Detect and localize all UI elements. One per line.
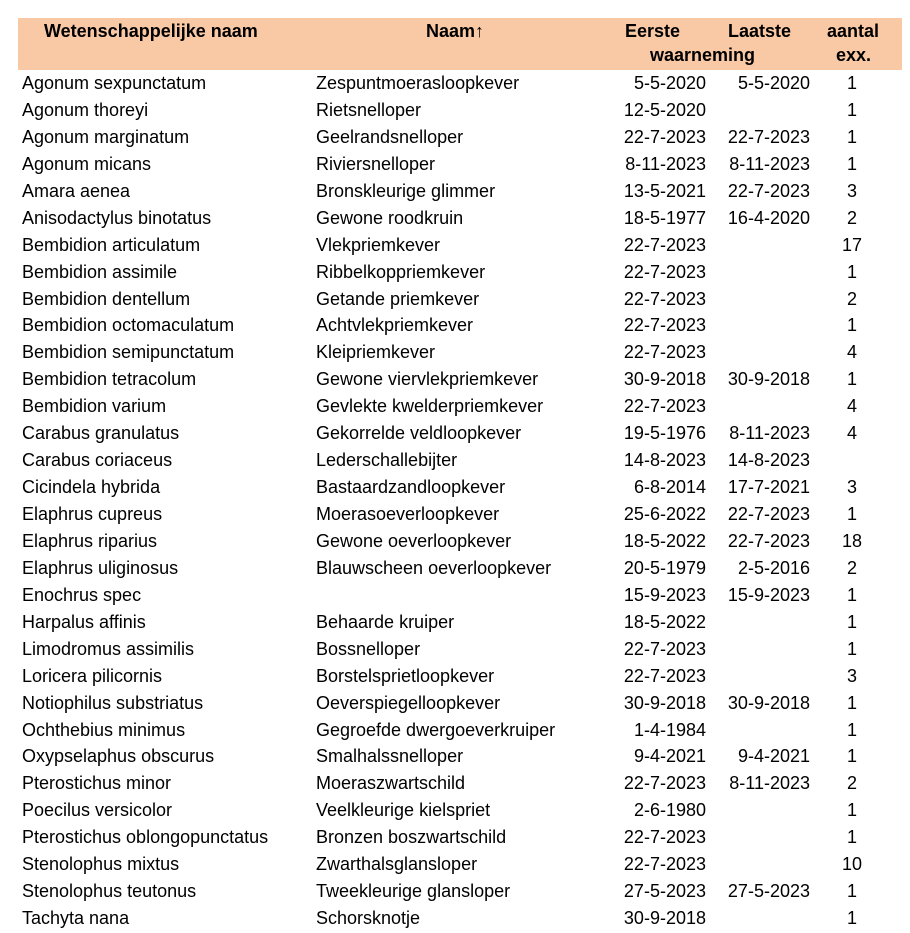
- cell-count: 2: [846, 207, 857, 228]
- cell-name: Moerasoeverloopkever: [316, 504, 500, 524]
- cell-name: Zwarthalsglansloper: [316, 854, 478, 875]
- cell-first-observation: 22-7-2023: [623, 773, 706, 794]
- cell-count: 1: [846, 315, 857, 336]
- cell-name: Bronskleurige glimmer: [316, 180, 496, 201]
- cell-scientific-name: Cicindela hybrida: [22, 477, 161, 498]
- cell-last-observation: 22-7-2023: [727, 126, 810, 147]
- table-row: [18, 609, 902, 636]
- cell-name: Gewone oeverloopkever: [316, 530, 512, 551]
- cell-first-observation: 1-4-1984: [633, 719, 706, 740]
- table-row: [18, 717, 902, 744]
- cell-scientific-name: Bembidion articulatum: [22, 234, 201, 255]
- cell-count: 1: [846, 719, 857, 740]
- table-row: [18, 97, 902, 124]
- cell-count: 2: [846, 557, 857, 578]
- cell-name: Gewone viervlekpriemkever: [316, 369, 539, 390]
- cell-count: 1: [846, 827, 857, 848]
- cell-first-observation: 30-9-2018: [623, 908, 706, 929]
- cell-first-observation: 22-7-2023: [623, 342, 706, 363]
- cell-scientific-name: Anisodactylus binotatus: [22, 207, 212, 228]
- cell-scientific-name: Agonum sexpunctatum: [22, 73, 207, 93]
- table-row: [18, 232, 902, 259]
- cell-first-observation: 5-5-2020: [633, 73, 706, 93]
- table-row: [18, 528, 902, 555]
- cell-name: Gewone roodkruin: [316, 207, 464, 228]
- cell-count: 10: [841, 854, 863, 875]
- cell-first-observation: 22-7-2023: [623, 665, 706, 686]
- table-header: [18, 18, 902, 70]
- cell-last-observation: 22-7-2023: [727, 504, 810, 524]
- cell-first-observation: 25-6-2022: [623, 504, 706, 524]
- cell-count: 4: [846, 342, 857, 363]
- table-row: [18, 286, 902, 313]
- cell-name: Geelrandsnelloper: [316, 126, 464, 147]
- cell-name: Kleipriemkever: [316, 342, 436, 363]
- cell-last-observation: 8-11-2023: [729, 153, 810, 174]
- cell-name: Gevlekte kwelderpriemkever: [316, 396, 544, 417]
- table-row: [18, 743, 902, 770]
- table-row: [18, 851, 902, 878]
- cell-count: 17: [841, 234, 863, 255]
- table-row: [18, 636, 902, 663]
- header-first[interactable]: Eerste: [625, 21, 681, 41]
- cell-scientific-name: Bembidion varium: [22, 396, 167, 417]
- cell-count: 1: [846, 908, 857, 929]
- cell-scientific-name: Loricera pilicornis: [22, 665, 163, 686]
- table-row: [18, 501, 902, 528]
- cell-scientific-name: Pterostichus minor: [22, 773, 172, 794]
- cell-name: Schorsknotje: [316, 908, 421, 929]
- cell-first-observation: 22-7-2023: [623, 638, 706, 659]
- cell-first-observation: 22-7-2023: [623, 234, 706, 255]
- cell-scientific-name: Poecilus versicolor: [22, 800, 173, 821]
- table-row: [18, 474, 902, 501]
- cell-first-observation: 13-5-2021: [623, 180, 706, 201]
- table-row: [18, 393, 902, 420]
- cell-count: 1: [846, 153, 857, 174]
- table-body: [18, 70, 902, 932]
- cell-count: 1: [846, 261, 857, 282]
- cell-name: Moeraszwartschild: [316, 773, 466, 794]
- cell-first-observation: 14-8-2023: [623, 450, 706, 471]
- cell-count: 1: [846, 504, 857, 524]
- cell-first-observation: 19-5-1976: [623, 423, 706, 444]
- cell-scientific-name: Amara aenea: [22, 180, 131, 201]
- table-row: [18, 824, 902, 851]
- cell-count: 1: [846, 126, 857, 147]
- cell-name: Zespuntmoerasloopkever: [316, 73, 520, 93]
- cell-last-observation: 30-9-2018: [727, 369, 810, 390]
- table-row: [18, 339, 902, 366]
- cell-first-observation: 18-5-2022: [623, 530, 706, 551]
- cell-count: 3: [846, 180, 857, 201]
- cell-last-observation: 16-4-2020: [727, 207, 810, 228]
- cell-last-observation: 15-9-2023: [727, 584, 810, 605]
- table-row: [18, 555, 902, 582]
- cell-scientific-name: Agonum marginatum: [22, 126, 190, 147]
- cell-scientific-name: Agonum micans: [22, 153, 152, 174]
- cell-name: Getande priemkever: [316, 288, 480, 309]
- species-table: [18, 18, 902, 932]
- cell-last-observation: 22-7-2023: [727, 530, 810, 551]
- cell-count: 18: [841, 530, 863, 551]
- cell-name: Rietsnelloper: [316, 99, 422, 120]
- cell-count: 3: [846, 477, 857, 498]
- table-row: [18, 366, 902, 393]
- cell-scientific-name: Enochrus spec: [22, 584, 142, 605]
- cell-scientific-name: Limodromus assimilis: [22, 638, 195, 659]
- cell-scientific-name: Carabus granulatus: [22, 423, 180, 444]
- cell-count: 1: [846, 881, 857, 902]
- cell-last-observation: 22-7-2023: [727, 180, 810, 201]
- cell-name: Riviersnelloper: [316, 153, 436, 174]
- cell-last-observation: 9-4-2021: [737, 746, 810, 767]
- table-row: [18, 124, 902, 151]
- cell-scientific-name: Bembidion assimile: [22, 261, 178, 282]
- cell-last-observation: 8-11-2023: [729, 423, 810, 444]
- cell-last-observation: 5-5-2020: [737, 73, 810, 93]
- cell-scientific-name: Ochthebius minimus: [22, 719, 186, 740]
- cell-scientific-name: Pterostichus oblongopunctatus: [22, 827, 269, 848]
- cell-last-observation: 30-9-2018: [727, 692, 810, 713]
- header-scientific-name[interactable]: Wetenschappelijke naam: [44, 21, 258, 41]
- cell-first-observation: 18-5-2022: [623, 611, 706, 632]
- cell-first-observation: 15-9-2023: [623, 584, 706, 605]
- header-last[interactable]: Laatste: [728, 21, 792, 41]
- cell-scientific-name: Elaphrus uliginosus: [22, 557, 179, 578]
- cell-name: Bossnelloper: [316, 638, 421, 659]
- cell-scientific-name: Notiophilus substriatus: [22, 692, 204, 713]
- table-row: [18, 797, 902, 824]
- cell-last-observation: 2-5-2016: [737, 557, 810, 578]
- cell-count: 1: [846, 611, 857, 632]
- cell-scientific-name: Elaphrus riparius: [22, 530, 158, 551]
- cell-scientific-name: Bembidion octomaculatum: [22, 315, 235, 336]
- cell-scientific-name: Stenolophus mixtus: [22, 854, 180, 875]
- cell-last-observation: 14-8-2023: [727, 450, 810, 471]
- cell-name: Borstelsprietloopkever: [316, 665, 495, 686]
- table-row: [18, 151, 902, 178]
- header-observation: waarneming: [650, 45, 756, 65]
- cell-first-observation: 27-5-2023: [623, 881, 706, 902]
- cell-first-observation: 30-9-2018: [623, 369, 706, 390]
- cell-scientific-name: Bembidion tetracolum: [22, 369, 197, 390]
- cell-name: Behaarde kruiper: [316, 611, 455, 632]
- cell-count: 3: [846, 665, 857, 686]
- table-row: [18, 905, 902, 932]
- table-row: [18, 178, 902, 205]
- cell-first-observation: 22-7-2023: [623, 854, 706, 875]
- table-row: [18, 259, 902, 286]
- cell-name: Lederschallebijter: [316, 450, 458, 471]
- cell-first-observation: 6-8-2014: [633, 477, 706, 498]
- cell-scientific-name: Oxypselaphus obscurus: [22, 746, 215, 767]
- table-row: [18, 663, 902, 690]
- cell-last-observation: 17-7-2021: [727, 477, 810, 498]
- cell-first-observation: 22-7-2023: [623, 288, 706, 309]
- cell-scientific-name: Bembidion dentellum: [22, 288, 191, 309]
- cell-count: 2: [846, 288, 857, 309]
- cell-scientific-name: Elaphrus cupreus: [22, 504, 163, 524]
- table-row: [18, 690, 902, 717]
- cell-count: 4: [846, 423, 857, 444]
- cell-count: 1: [846, 638, 857, 659]
- cell-scientific-name: Harpalus affinis: [22, 611, 146, 632]
- cell-first-observation: 9-4-2021: [633, 746, 706, 767]
- cell-name: Bastaardzandloopkever: [316, 477, 506, 498]
- cell-first-observation: 20-5-1979: [623, 557, 706, 578]
- cell-count: 2: [846, 773, 857, 794]
- table-row: [18, 70, 902, 97]
- table-row: [18, 420, 902, 447]
- table-row: [18, 447, 902, 474]
- cell-first-observation: 22-7-2023: [623, 827, 706, 848]
- cell-name: Gekorrelde veldloopkever: [316, 423, 522, 444]
- cell-count: 1: [846, 73, 857, 93]
- cell-name: Vlekpriemkever: [316, 234, 441, 255]
- cell-count: 1: [846, 746, 857, 767]
- cell-first-observation: 12-5-2020: [623, 99, 706, 120]
- cell-first-observation: 22-7-2023: [623, 396, 706, 417]
- cell-name: Achtvlekpriemkever: [316, 315, 474, 336]
- cell-name: Blauwscheen oeverloopkever: [316, 557, 552, 578]
- cell-count: 1: [846, 692, 857, 713]
- cell-last-observation: 27-5-2023: [727, 881, 810, 902]
- header-count-unit: exx.: [836, 45, 872, 65]
- table-row: [18, 770, 902, 797]
- table-row: [18, 205, 902, 232]
- cell-name: Gegroefde dwergoeverkruiper: [316, 719, 556, 740]
- cell-name: Veelkleurige kielspriet: [316, 800, 491, 821]
- table-row: [18, 582, 902, 609]
- cell-first-observation: 22-7-2023: [623, 315, 706, 336]
- cell-scientific-name: Agonum thoreyi: [22, 99, 149, 120]
- cell-last-observation: 8-11-2023: [729, 773, 810, 794]
- cell-scientific-name: Stenolophus teutonus: [22, 881, 197, 902]
- cell-first-observation: 8-11-2023: [625, 153, 706, 174]
- cell-count: 4: [846, 396, 857, 417]
- cell-count: 1: [846, 800, 857, 821]
- cell-first-observation: 22-7-2023: [623, 261, 706, 282]
- cell-name: Tweekleurige glansloper: [316, 881, 511, 902]
- cell-name: Ribbelkoppriemkever: [316, 261, 486, 282]
- cell-name: Bronzen boszwartschild: [316, 827, 507, 848]
- cell-first-observation: 2-6-1980: [633, 800, 706, 821]
- cell-count: 1: [846, 99, 857, 120]
- cell-first-observation: 18-5-1977: [623, 207, 706, 228]
- table-row: [18, 312, 902, 339]
- cell-first-observation: 22-7-2023: [623, 126, 706, 147]
- cell-count: 1: [846, 369, 857, 390]
- cell-scientific-name: Tachyta nana: [22, 908, 130, 929]
- cell-first-observation: 30-9-2018: [623, 692, 706, 713]
- cell-count: 1: [846, 584, 857, 605]
- header-count[interactable]: aantal: [827, 21, 880, 41]
- cell-scientific-name: Carabus coriaceus: [22, 450, 173, 471]
- cell-name: Oeverspiegelloopkever: [316, 692, 501, 713]
- cell-scientific-name: Bembidion semipunctatum: [22, 342, 235, 363]
- header-name-sorted[interactable]: Naam↑: [426, 21, 485, 41]
- cell-name: Smalhalssnelloper: [316, 746, 464, 767]
- table-row: [18, 878, 902, 905]
